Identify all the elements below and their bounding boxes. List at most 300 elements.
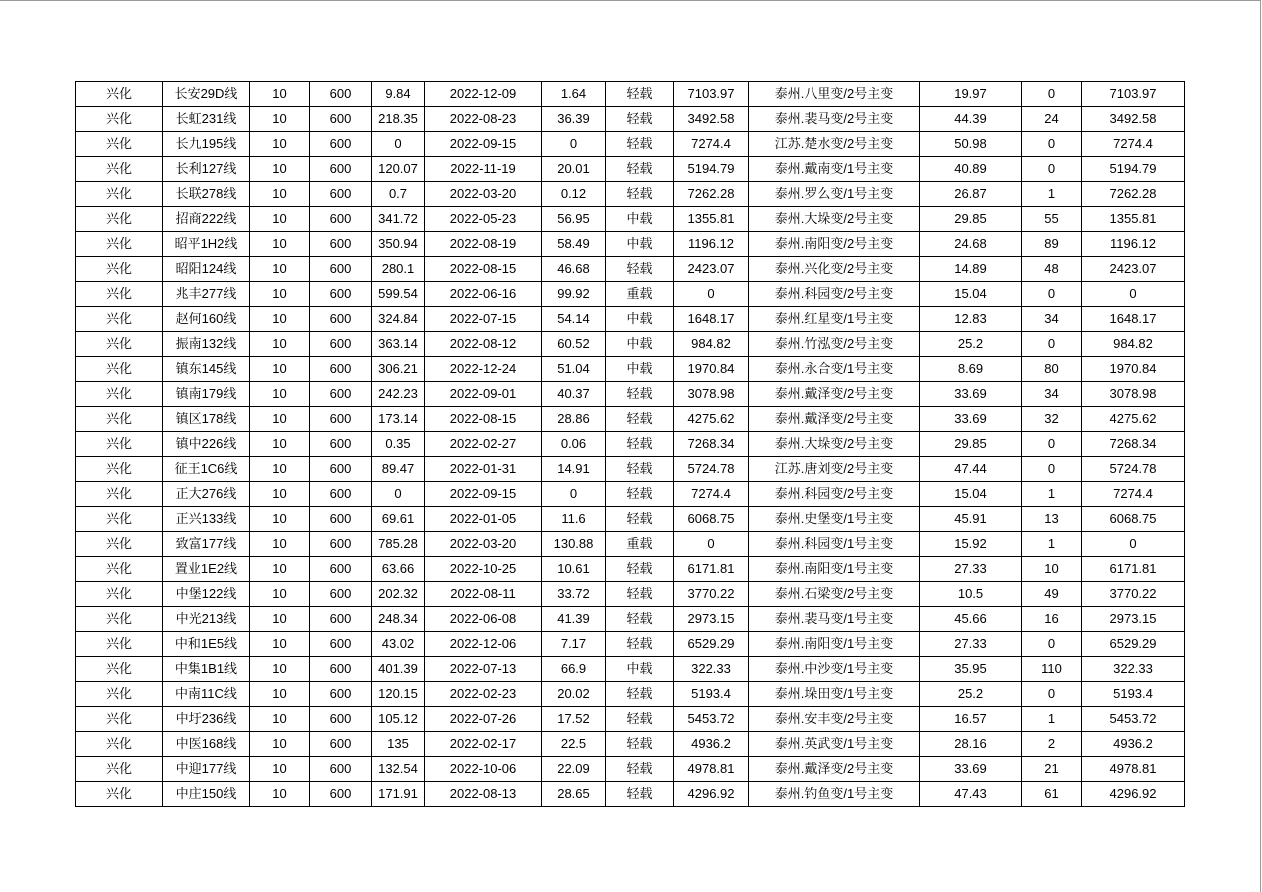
count-cell: 1 (1022, 482, 1082, 507)
substation-cell: 泰州.裴马变/1号主变 (749, 607, 920, 632)
date-cell: 2022-01-31 (425, 457, 542, 482)
substation-cell: 泰州.戴南变/1号主变 (749, 157, 920, 182)
margin-cell: 1648.17 (674, 307, 749, 332)
date-cell: 2022-08-19 (425, 232, 542, 257)
load-rate-cell: 66.9 (542, 657, 606, 682)
margin-cell: 2973.15 (674, 607, 749, 632)
margin-cell: 0 (674, 282, 749, 307)
current-cell: 242.23 (372, 382, 425, 407)
load-status-cell: 轻载 (606, 732, 674, 757)
load-status-cell: 轻载 (606, 257, 674, 282)
margin-cell: 6529.29 (674, 632, 749, 657)
substation-cell: 泰州.戴泽变/2号主变 (749, 407, 920, 432)
voltage-cell: 10 (250, 482, 310, 507)
load-status-cell: 轻载 (606, 582, 674, 607)
substation-value-cell: 24.68 (920, 232, 1022, 257)
substation-value-cell: 19.97 (920, 82, 1022, 107)
region-cell: 兴化 (76, 107, 163, 132)
date-cell: 2022-08-12 (425, 332, 542, 357)
load-status-cell: 轻载 (606, 82, 674, 107)
voltage-cell: 10 (250, 332, 310, 357)
available-cell: 7274.4 (1082, 132, 1185, 157)
load-status-cell: 轻载 (606, 157, 674, 182)
date-cell: 2022-08-23 (425, 107, 542, 132)
substation-cell: 泰州.兴化变/2号主变 (749, 257, 920, 282)
substation-value-cell: 26.87 (920, 182, 1022, 207)
capacity-cell: 600 (310, 307, 372, 332)
capacity-cell: 600 (310, 332, 372, 357)
current-cell: 0.35 (372, 432, 425, 457)
voltage-cell: 10 (250, 707, 310, 732)
line-name-cell: 镇中226线 (163, 432, 250, 457)
substation-cell: 泰州.戴泽变/2号主变 (749, 757, 920, 782)
load-rate-cell: 40.37 (542, 382, 606, 407)
margin-cell: 7268.34 (674, 432, 749, 457)
voltage-cell: 10 (250, 607, 310, 632)
table-row (76, 707, 1185, 732)
current-cell: 0 (372, 482, 425, 507)
region-cell: 兴化 (76, 182, 163, 207)
capacity-cell: 600 (310, 182, 372, 207)
count-cell: 110 (1022, 657, 1082, 682)
voltage-cell: 10 (250, 382, 310, 407)
substation-value-cell: 47.44 (920, 457, 1022, 482)
load-rate-cell: 56.95 (542, 207, 606, 232)
margin-cell: 3770.22 (674, 582, 749, 607)
line-name-cell: 长联278线 (163, 182, 250, 207)
count-cell: 34 (1022, 307, 1082, 332)
substation-value-cell: 29.85 (920, 432, 1022, 457)
available-cell: 2423.07 (1082, 257, 1185, 282)
count-cell: 32 (1022, 407, 1082, 432)
load-status-cell: 重载 (606, 282, 674, 307)
voltage-cell: 10 (250, 782, 310, 807)
substation-value-cell: 45.66 (920, 607, 1022, 632)
line-name-cell: 置业1E2线 (163, 557, 250, 582)
substation-cell: 江苏.唐刘变/2号主变 (749, 457, 920, 482)
line-name-cell: 兆丰277线 (163, 282, 250, 307)
substation-value-cell: 15.92 (920, 532, 1022, 557)
available-cell: 4936.2 (1082, 732, 1185, 757)
line-name-cell: 中和1E5线 (163, 632, 250, 657)
substation-value-cell: 47.43 (920, 782, 1022, 807)
available-cell: 7268.34 (1082, 432, 1185, 457)
date-cell: 2022-10-06 (425, 757, 542, 782)
load-status-cell: 中载 (606, 207, 674, 232)
count-cell: 0 (1022, 157, 1082, 182)
load-rate-cell: 51.04 (542, 357, 606, 382)
capacity-cell: 600 (310, 707, 372, 732)
capacity-cell: 600 (310, 582, 372, 607)
count-cell: 1 (1022, 707, 1082, 732)
date-cell: 2022-02-17 (425, 732, 542, 757)
voltage-cell: 10 (250, 432, 310, 457)
date-cell: 2022-03-20 (425, 532, 542, 557)
date-cell: 2022-08-11 (425, 582, 542, 607)
table-row (76, 357, 1185, 382)
available-cell: 5193.4 (1082, 682, 1185, 707)
load-rate-cell: 0.06 (542, 432, 606, 457)
capacity-cell: 600 (310, 632, 372, 657)
line-name-cell: 中迎177线 (163, 757, 250, 782)
voltage-cell: 10 (250, 632, 310, 657)
available-cell: 3492.58 (1082, 107, 1185, 132)
substation-cell: 泰州.科园变/1号主变 (749, 532, 920, 557)
line-name-cell: 镇东145线 (163, 357, 250, 382)
voltage-cell: 10 (250, 457, 310, 482)
substation-cell: 泰州.八里变/2号主变 (749, 82, 920, 107)
available-cell: 0 (1082, 282, 1185, 307)
margin-cell: 4275.62 (674, 407, 749, 432)
region-cell: 兴化 (76, 407, 163, 432)
available-cell: 4296.92 (1082, 782, 1185, 807)
margin-cell: 7274.4 (674, 132, 749, 157)
count-cell: 1 (1022, 182, 1082, 207)
available-cell: 5724.78 (1082, 457, 1185, 482)
substation-cell: 泰州.科园变/2号主变 (749, 482, 920, 507)
capacity-cell: 600 (310, 457, 372, 482)
table-row (76, 682, 1185, 707)
load-rate-cell: 22.5 (542, 732, 606, 757)
substation-cell: 泰州.英武变/1号主变 (749, 732, 920, 757)
voltage-cell: 10 (250, 257, 310, 282)
date-cell: 2022-02-23 (425, 682, 542, 707)
line-name-cell: 中圩236线 (163, 707, 250, 732)
line-name-cell: 征王1C6线 (163, 457, 250, 482)
capacity-cell: 600 (310, 357, 372, 382)
capacity-cell: 600 (310, 382, 372, 407)
margin-cell: 3078.98 (674, 382, 749, 407)
line-name-cell: 致富177线 (163, 532, 250, 557)
margin-cell: 7103.97 (674, 82, 749, 107)
margin-cell: 4978.81 (674, 757, 749, 782)
current-cell: 401.39 (372, 657, 425, 682)
load-status-cell: 轻载 (606, 757, 674, 782)
region-cell: 兴化 (76, 557, 163, 582)
available-cell: 0 (1082, 532, 1185, 557)
substation-cell: 泰州.中沙变/1号主变 (749, 657, 920, 682)
table-row (76, 207, 1185, 232)
count-cell: 0 (1022, 82, 1082, 107)
date-cell: 2022-12-09 (425, 82, 542, 107)
table-row (76, 157, 1185, 182)
region-cell: 兴化 (76, 632, 163, 657)
capacity-cell: 600 (310, 657, 372, 682)
load-rate-cell: 58.49 (542, 232, 606, 257)
load-rate-cell: 14.91 (542, 457, 606, 482)
substation-value-cell: 14.89 (920, 257, 1022, 282)
table-row (76, 382, 1185, 407)
current-cell: 350.94 (372, 232, 425, 257)
region-cell: 兴化 (76, 132, 163, 157)
table-row (76, 407, 1185, 432)
current-cell: 248.34 (372, 607, 425, 632)
substation-value-cell: 33.69 (920, 757, 1022, 782)
date-cell: 2022-12-06 (425, 632, 542, 657)
load-rate-cell: 99.92 (542, 282, 606, 307)
table-row (76, 732, 1185, 757)
region-cell: 兴化 (76, 332, 163, 357)
load-rate-cell: 0.12 (542, 182, 606, 207)
table-body (76, 82, 1185, 807)
load-status-cell: 轻载 (606, 382, 674, 407)
substation-value-cell: 33.69 (920, 382, 1022, 407)
count-cell: 55 (1022, 207, 1082, 232)
current-cell: 363.14 (372, 332, 425, 357)
voltage-cell: 10 (250, 282, 310, 307)
current-cell: 218.35 (372, 107, 425, 132)
count-cell: 13 (1022, 507, 1082, 532)
substation-cell: 泰州.红星变/1号主变 (749, 307, 920, 332)
margin-cell: 4936.2 (674, 732, 749, 757)
voltage-cell: 10 (250, 207, 310, 232)
region-cell: 兴化 (76, 657, 163, 682)
count-cell: 80 (1022, 357, 1082, 382)
load-status-cell: 轻载 (606, 632, 674, 657)
margin-cell: 6171.81 (674, 557, 749, 582)
line-name-cell: 长九195线 (163, 132, 250, 157)
line-name-cell: 中庄150线 (163, 782, 250, 807)
margin-cell: 5724.78 (674, 457, 749, 482)
available-cell: 4275.62 (1082, 407, 1185, 432)
table-row (76, 332, 1185, 357)
margin-cell: 1196.12 (674, 232, 749, 257)
load-rate-cell: 60.52 (542, 332, 606, 357)
load-status-cell: 中载 (606, 657, 674, 682)
substation-value-cell: 29.85 (920, 207, 1022, 232)
substation-cell: 泰州.钓鱼变/1号主变 (749, 782, 920, 807)
capacity-cell: 600 (310, 557, 372, 582)
load-rate-cell: 0 (542, 482, 606, 507)
current-cell: 785.28 (372, 532, 425, 557)
capacity-cell: 600 (310, 482, 372, 507)
current-cell: 324.84 (372, 307, 425, 332)
substation-cell: 泰州.石梁变/2号主变 (749, 582, 920, 607)
load-rate-cell: 1.64 (542, 82, 606, 107)
load-status-cell: 轻载 (606, 107, 674, 132)
margin-cell: 7262.28 (674, 182, 749, 207)
substation-value-cell: 28.16 (920, 732, 1022, 757)
substation-cell: 泰州.史堡变/1号主变 (749, 507, 920, 532)
substation-value-cell: 40.89 (920, 157, 1022, 182)
date-cell: 2022-10-25 (425, 557, 542, 582)
count-cell: 16 (1022, 607, 1082, 632)
current-cell: 69.61 (372, 507, 425, 532)
current-cell: 89.47 (372, 457, 425, 482)
current-cell: 341.72 (372, 207, 425, 232)
load-rate-cell: 11.6 (542, 507, 606, 532)
count-cell: 0 (1022, 682, 1082, 707)
capacity-cell: 600 (310, 732, 372, 757)
load-status-cell: 中载 (606, 232, 674, 257)
substation-value-cell: 12.83 (920, 307, 1022, 332)
available-cell: 3770.22 (1082, 582, 1185, 607)
count-cell: 0 (1022, 332, 1082, 357)
region-cell: 兴化 (76, 432, 163, 457)
load-status-cell: 轻载 (606, 182, 674, 207)
date-cell: 2022-09-15 (425, 482, 542, 507)
load-rate-cell: 22.09 (542, 757, 606, 782)
table-row (76, 657, 1185, 682)
load-rate-cell: 46.68 (542, 257, 606, 282)
available-cell: 5194.79 (1082, 157, 1185, 182)
available-cell: 5453.72 (1082, 707, 1185, 732)
table-row (76, 132, 1185, 157)
voltage-cell: 10 (250, 107, 310, 132)
region-cell: 兴化 (76, 257, 163, 282)
region-cell: 兴化 (76, 757, 163, 782)
substation-cell: 泰州.大垛变/2号主变 (749, 432, 920, 457)
load-rate-cell: 36.39 (542, 107, 606, 132)
substation-value-cell: 33.69 (920, 407, 1022, 432)
load-status-cell: 中载 (606, 357, 674, 382)
margin-cell: 5193.4 (674, 682, 749, 707)
table-row (76, 432, 1185, 457)
load-rate-cell: 41.39 (542, 607, 606, 632)
date-cell: 2022-06-08 (425, 607, 542, 632)
load-rate-cell: 54.14 (542, 307, 606, 332)
region-cell: 兴化 (76, 232, 163, 257)
table-row (76, 107, 1185, 132)
region-cell: 兴化 (76, 607, 163, 632)
substation-cell: 泰州.戴泽变/2号主变 (749, 382, 920, 407)
region-cell: 兴化 (76, 682, 163, 707)
region-cell: 兴化 (76, 732, 163, 757)
margin-cell: 1355.81 (674, 207, 749, 232)
load-rate-cell: 20.01 (542, 157, 606, 182)
date-cell: 2022-08-15 (425, 407, 542, 432)
capacity-cell: 600 (310, 157, 372, 182)
voltage-cell: 10 (250, 682, 310, 707)
load-status-cell: 中载 (606, 307, 674, 332)
table-row (76, 557, 1185, 582)
capacity-cell: 600 (310, 507, 372, 532)
available-cell: 1648.17 (1082, 307, 1185, 332)
substation-cell: 泰州.南阳变/1号主变 (749, 632, 920, 657)
line-name-cell: 中堡122线 (163, 582, 250, 607)
line-name-cell: 赵何160线 (163, 307, 250, 332)
capacity-cell: 600 (310, 682, 372, 707)
count-cell: 24 (1022, 107, 1082, 132)
region-cell: 兴化 (76, 707, 163, 732)
region-cell: 兴化 (76, 582, 163, 607)
region-cell: 兴化 (76, 507, 163, 532)
table-row (76, 307, 1185, 332)
margin-cell: 0 (674, 532, 749, 557)
current-cell: 43.02 (372, 632, 425, 657)
available-cell: 7274.4 (1082, 482, 1185, 507)
region-cell: 兴化 (76, 282, 163, 307)
substation-cell: 泰州.永合变/1号主变 (749, 357, 920, 382)
capacity-cell: 600 (310, 232, 372, 257)
count-cell: 49 (1022, 582, 1082, 607)
margin-cell: 322.33 (674, 657, 749, 682)
capacity-cell: 600 (310, 257, 372, 282)
date-cell: 2022-12-24 (425, 357, 542, 382)
line-name-cell: 中集1B1线 (163, 657, 250, 682)
line-name-cell: 振南132线 (163, 332, 250, 357)
region-cell: 兴化 (76, 82, 163, 107)
current-cell: 9.84 (372, 82, 425, 107)
region-cell: 兴化 (76, 307, 163, 332)
voltage-cell: 10 (250, 182, 310, 207)
substation-value-cell: 35.95 (920, 657, 1022, 682)
date-cell: 2022-03-20 (425, 182, 542, 207)
substation-cell: 泰州.南阳变/1号主变 (749, 557, 920, 582)
region-cell: 兴化 (76, 482, 163, 507)
date-cell: 2022-07-15 (425, 307, 542, 332)
current-cell: 0.7 (372, 182, 425, 207)
load-rate-cell: 20.02 (542, 682, 606, 707)
available-cell: 322.33 (1082, 657, 1185, 682)
substation-cell: 泰州.垛田变/1号主变 (749, 682, 920, 707)
voltage-cell: 10 (250, 132, 310, 157)
region-cell: 兴化 (76, 207, 163, 232)
available-cell: 2973.15 (1082, 607, 1185, 632)
table-row (76, 482, 1185, 507)
voltage-cell: 10 (250, 732, 310, 757)
load-status-cell: 轻载 (606, 432, 674, 457)
available-cell: 7103.97 (1082, 82, 1185, 107)
load-status-cell: 重载 (606, 532, 674, 557)
substation-value-cell: 25.2 (920, 332, 1022, 357)
available-cell: 7262.28 (1082, 182, 1185, 207)
table-row (76, 582, 1185, 607)
voltage-cell: 10 (250, 757, 310, 782)
line-name-cell: 中光213线 (163, 607, 250, 632)
load-status-cell: 轻载 (606, 132, 674, 157)
current-cell: 63.66 (372, 557, 425, 582)
capacity-cell: 600 (310, 432, 372, 457)
current-cell: 135 (372, 732, 425, 757)
margin-cell: 5453.72 (674, 707, 749, 732)
line-name-cell: 正大276线 (163, 482, 250, 507)
date-cell: 2022-05-23 (425, 207, 542, 232)
load-status-cell: 轻载 (606, 682, 674, 707)
table-row (76, 182, 1185, 207)
count-cell: 10 (1022, 557, 1082, 582)
line-name-cell: 正兴133线 (163, 507, 250, 532)
region-cell: 兴化 (76, 357, 163, 382)
region-cell: 兴化 (76, 157, 163, 182)
capacity-cell: 600 (310, 607, 372, 632)
substation-value-cell: 8.69 (920, 357, 1022, 382)
capacity-cell: 600 (310, 207, 372, 232)
count-cell: 0 (1022, 132, 1082, 157)
line-name-cell: 昭平1H2线 (163, 232, 250, 257)
count-cell: 34 (1022, 382, 1082, 407)
load-rate-cell: 17.52 (542, 707, 606, 732)
load-status-cell: 轻载 (606, 482, 674, 507)
line-name-cell: 长利127线 (163, 157, 250, 182)
load-rate-cell: 28.65 (542, 782, 606, 807)
voltage-cell: 10 (250, 557, 310, 582)
margin-cell: 4296.92 (674, 782, 749, 807)
voltage-cell: 10 (250, 657, 310, 682)
substation-value-cell: 15.04 (920, 282, 1022, 307)
available-cell: 4978.81 (1082, 757, 1185, 782)
line-name-cell: 中南11C线 (163, 682, 250, 707)
capacity-cell: 600 (310, 782, 372, 807)
voltage-cell: 10 (250, 157, 310, 182)
margin-cell: 3492.58 (674, 107, 749, 132)
table-row (76, 632, 1185, 657)
table-row (76, 82, 1185, 107)
substation-value-cell: 45.91 (920, 507, 1022, 532)
voltage-cell: 10 (250, 507, 310, 532)
region-cell: 兴化 (76, 532, 163, 557)
load-rate-cell: 10.61 (542, 557, 606, 582)
